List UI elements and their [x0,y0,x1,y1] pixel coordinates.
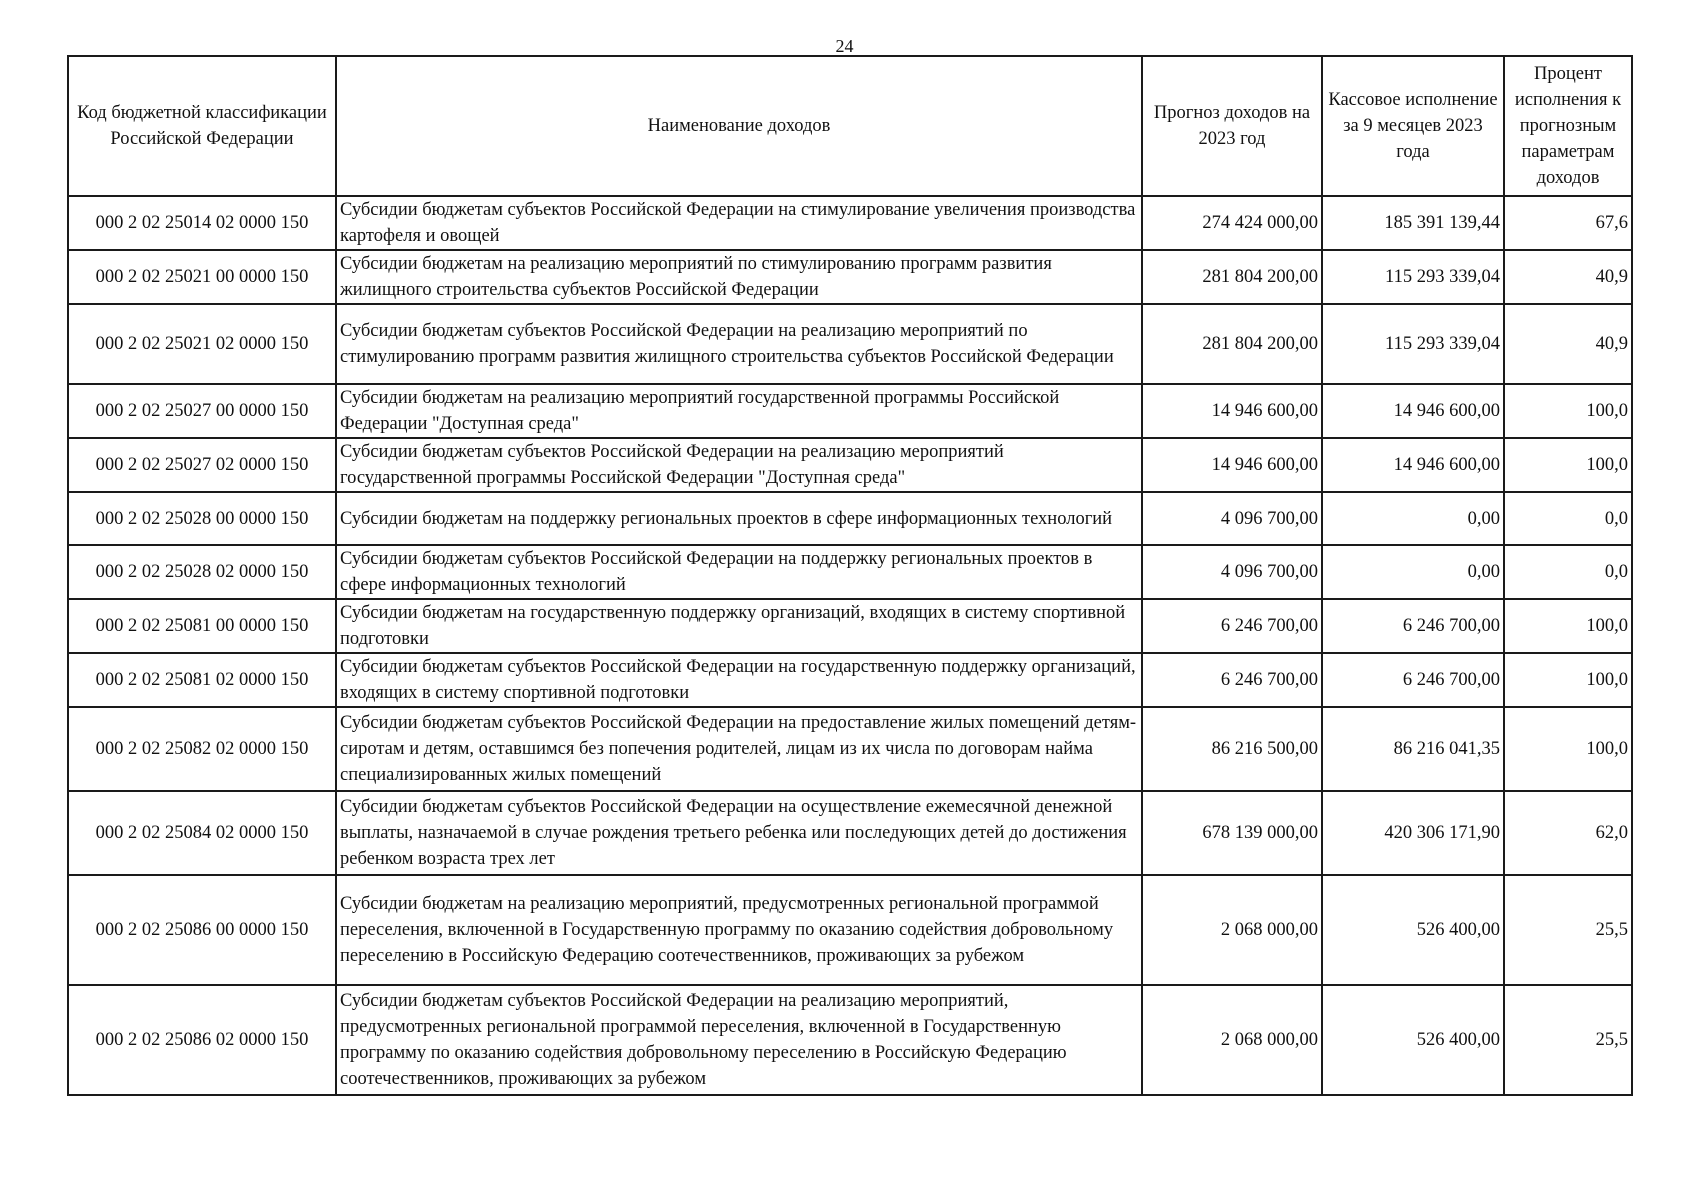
table-row [68,545,1632,599]
header-name: Наименование доходов [336,56,1142,196]
row-percent: 0,0 [1504,492,1632,545]
row-forecast: 281 804 200,00 [1142,304,1322,384]
table-row [68,599,1632,653]
row-forecast: 6 246 700,00 [1142,653,1322,707]
row-forecast: 86 216 500,00 [1142,707,1322,791]
table-row [68,304,1632,384]
header-forecast: Прогноз доходов на 2023 год [1142,56,1322,196]
row-name: Субсидии бюджетам субъектов Российской Федерации на реализацию мероприятий по стимулированию программ развития жилищного строительства субъектов Российской Федерации [336,304,1142,384]
row-cash: 14 946 600,00 [1322,384,1504,438]
row-code: 000 2 02 25082 02 0000 150 [68,707,336,791]
row-percent: 100,0 [1504,599,1632,653]
table-row [68,492,1632,545]
row-name: Субсидии бюджетам субъектов Российской Федерации на государственную поддержку организаций, входящих в систему спортивной подготовки [336,653,1142,707]
row-percent: 62,0 [1504,791,1632,875]
row-percent: 40,9 [1504,304,1632,384]
row-code: 000 2 02 25027 02 0000 150 [68,438,336,492]
table-body [68,196,1632,1095]
row-percent: 25,5 [1504,875,1632,985]
table-row [68,384,1632,438]
page-number: 24 [835,36,854,56]
row-code: 000 2 02 25028 02 0000 150 [68,545,336,599]
row-forecast: 274 424 000,00 [1142,196,1322,250]
row-name: Субсидии бюджетам на реализацию мероприятий государственной программы Российской Федерации "Доступная среда" [336,384,1142,438]
row-name: Субсидии бюджетам субъектов Российской Федерации на поддержку региональных проектов в сфере информационных технологий [336,545,1142,599]
row-forecast: 6 246 700,00 [1142,599,1322,653]
row-name: Субсидии бюджетам субъектов Российской Федерации на реализацию мероприятий государственной программы Российской Федерации "Доступная среда" [336,438,1142,492]
row-forecast: 281 804 200,00 [1142,250,1322,304]
row-forecast: 4 096 700,00 [1142,545,1322,599]
row-code: 000 2 02 25081 02 0000 150 [68,653,336,707]
row-cash: 420 306 171,90 [1322,791,1504,875]
table-row [68,707,1632,791]
row-cash: 6 246 700,00 [1322,599,1504,653]
row-code: 000 2 02 25084 02 0000 150 [68,791,336,875]
row-percent: 100,0 [1504,707,1632,791]
row-cash: 115 293 339,04 [1322,304,1504,384]
row-name: Субсидии бюджетам на государственную поддержку организаций, входящих в систему спортивной подготовки [336,599,1142,653]
row-cash: 14 946 600,00 [1322,438,1504,492]
row-forecast: 2 068 000,00 [1142,985,1322,1095]
row-name: Субсидии бюджетам на реализацию мероприятий по стимулированию программ развития жилищного строительства субъектов Российской Федерации [336,250,1142,304]
row-percent: 25,5 [1504,985,1632,1095]
row-cash: 6 246 700,00 [1322,653,1504,707]
table-row [68,438,1632,492]
row-code: 000 2 02 25021 02 0000 150 [68,304,336,384]
table-row [68,250,1632,304]
row-cash: 0,00 [1322,492,1504,545]
row-forecast: 14 946 600,00 [1142,438,1322,492]
table-row [68,791,1632,875]
row-percent: 100,0 [1504,438,1632,492]
row-forecast: 2 068 000,00 [1142,875,1322,985]
row-code: 000 2 02 25027 00 0000 150 [68,384,336,438]
row-percent: 100,0 [1504,653,1632,707]
row-forecast: 14 946 600,00 [1142,384,1322,438]
row-code: 000 2 02 25086 00 0000 150 [68,875,336,985]
row-percent: 0,0 [1504,545,1632,599]
row-cash: 185 391 139,44 [1322,196,1504,250]
row-cash: 526 400,00 [1322,985,1504,1095]
header-row [68,56,1632,196]
row-cash: 0,00 [1322,545,1504,599]
row-forecast: 4 096 700,00 [1142,492,1322,545]
table-row [68,196,1632,250]
row-forecast: 678 139 000,00 [1142,791,1322,875]
table-header [68,56,1632,196]
table-row [68,985,1632,1095]
row-name: Субсидии бюджетам на реализацию мероприятий, предусмотренных региональной программой переселения, включенной в Государственную программу по оказанию содействия добровольному переселению в Российскую Федерацию соотечественников, проживающих за рубежом [336,875,1142,985]
row-percent: 40,9 [1504,250,1632,304]
row-name: Субсидии бюджетам на поддержку региональных проектов в сфере информационных технологий [336,492,1142,545]
table-row [68,653,1632,707]
row-cash: 526 400,00 [1322,875,1504,985]
revenue-table [67,55,1633,1096]
row-name: Субсидии бюджетам субъектов Российской Федерации на стимулирование увеличения производства картофеля и овощей [336,196,1142,250]
row-cash: 86 216 041,35 [1322,707,1504,791]
row-name: Субсидии бюджетам субъектов Российской Федерации на предоставление жилых помещений детям-сиротам и детям, оставшимся без попечения родителей, лицам из их числа по договорам найма специализированных жилых помещений [336,707,1142,791]
row-code: 000 2 02 25021 00 0000 150 [68,250,336,304]
row-code: 000 2 02 25028 00 0000 150 [68,492,336,545]
header-code: Код бюджетной классификации Российской Федерации [68,56,336,196]
row-code: 000 2 02 25081 00 0000 150 [68,599,336,653]
row-name: Субсидии бюджетам субъектов Российской Федерации на реализацию мероприятий, предусмотренных региональной программой переселения, включенной в Государственную программу по оказанию содействия добровольному переселению в Российскую Федерацию соотечественников, проживающих за рубежом [336,985,1142,1095]
header-percent: Процент исполнения к прогнозным параметрам доходов [1504,56,1632,196]
row-percent: 100,0 [1504,384,1632,438]
row-name: Субсидии бюджетам субъектов Российской Федерации на осуществление ежемесячной денежной выплаты, назначаемой в случае рождения третьего ребенка или последующих детей до достижения ребенком возраста трех лет [336,791,1142,875]
row-code: 000 2 02 25086 02 0000 150 [68,985,336,1095]
row-cash: 115 293 339,04 [1322,250,1504,304]
table-row [68,875,1632,985]
row-percent: 67,6 [1504,196,1632,250]
row-code: 000 2 02 25014 02 0000 150 [68,196,336,250]
header-cash-execution: Кассовое исполнение за 9 месяцев 2023 года [1322,56,1504,196]
